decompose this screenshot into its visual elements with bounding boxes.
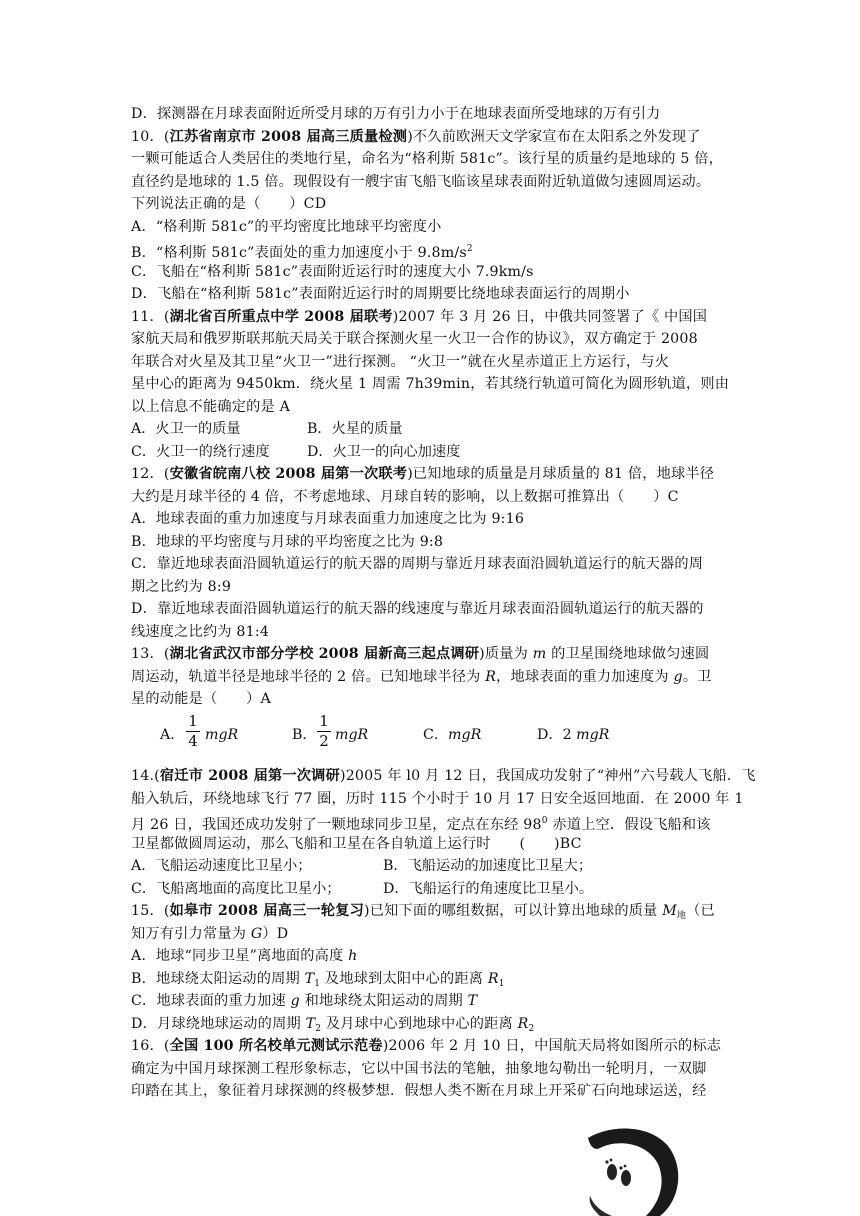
logo-brush-stroke <box>588 1129 678 1216</box>
q11-stem-line-4: 星中心的距离为 9450km．绕火星 1 周需 7h39min，若其绕行轨道可简化为圆形轨道，则由 <box>131 376 730 392</box>
q11-stem-line-3: 年联合对火星及其卫星“火卫一”进行探测。 “火卫一”就在火星赤道正上方运行，与火 <box>131 354 670 370</box>
q11-stem-line-1: 11．(湖北省百所重点中学 2008 届联考)2007 年 3 月 26 日，中俄共同签署了《 中国国 <box>131 309 708 325</box>
q14-source: 宿迁市 2008 届第一次调研 <box>159 768 340 784</box>
q13-option-b-expr: mgR <box>335 727 369 743</box>
footprint-right <box>621 1170 631 1186</box>
q13-source: 湖北省武汉市部分学校 2008 届新高三起点调研 <box>169 646 480 662</box>
q14-option-a: A．飞船运动速度比卫星小； <box>131 858 312 874</box>
q14-option-d: D．飞船运行的角速度比卫星小。 <box>383 881 594 897</box>
q16-stem-line-1: 16．(全国 100 所名校单元测试示范卷)2006 年 2 月 10 日，中国航天局将如图所示的标志 <box>131 1038 722 1054</box>
q13-stem-line-2: 周运动，轨道半径是地球半径的 2 倍。已知地球半径为 R，地球表面的重力加速度为 g。卫 <box>131 669 712 685</box>
q13-option-b-label: B． <box>292 727 317 743</box>
q13-option-a-label: A． <box>160 727 185 743</box>
q15-option-a: A．地球“同步卫星”离地面的高度 h <box>131 948 358 964</box>
q12-option-a: A．地球表面的重力加速度与月球表面重力加速度之比为 9:16 <box>131 511 525 527</box>
q13-stem-line-1: 13．(湖北省武汉市部分学校 2008 届新高三起点调研)质量为 m 的卫星围绕地球做匀速圆 <box>131 646 710 662</box>
q12-option-b: B．地球的平均密度与月球的平均密度之比为 9:8 <box>131 534 444 550</box>
lunar-exploration-logo <box>560 1118 690 1216</box>
q16-source: 全国 100 所名校单元测试示范卷 <box>169 1038 383 1054</box>
q10-option-b: B．“格利斯 581c”表面处的重力加速度小于 $9.8m/s^2$ <box>131 244 473 261</box>
q11-option-b: B．火星的质量 <box>307 421 403 437</box>
q10-stem-line-4: 下列说法正确的是（ ）CD <box>131 196 327 212</box>
q14-stem-line-2: 船入轨后，环绕地球飞行 77 圈，历时 115 个小时于 10 月 17 日安全返回地面．在 2000 年 1 <box>131 791 744 807</box>
q13-option-d: D．2 mgR <box>537 727 610 743</box>
q10-option-a: A．“格利斯 581c”的平均密度比地球平均密度小 <box>131 219 442 235</box>
q15-stem-line-2: 知万有引力常量为 G）D <box>131 926 289 942</box>
q10-option-c: C．飞船在“格利斯 581c”表面附近运行时的速度大小 7.9km/s <box>131 264 534 280</box>
q10-stem-line-3: 直径约是地球的 1.5 倍。现假设有一艘宇宙飞船飞临该星球表面附近轨道做匀速圆周运动。 <box>131 174 711 190</box>
q15-source: 如皋市 2008 届高三一轮复习 <box>169 903 365 919</box>
q15-option-c: C．地球表面的重力加速 g 和地球绕太阳运动的周期 T <box>131 993 478 1009</box>
q11-option-a: A．火卫一的质量 <box>131 421 241 437</box>
q14-stem-line-4: 卫星都做圆周运动，那么飞船和卫星在各自轨道上运行时 ( )BC <box>131 836 582 852</box>
logo-brush-tail <box>590 1196 612 1216</box>
q16-stem-line-3: 印踏在其上，象征着月球探测的终极梦想．假想人类不断在月球上开采矿石向地球运送，经 <box>131 1083 707 1099</box>
q16-stem-line-2: 确定为中国月球探测工程形象标志，它以中国书法的笔触，抽象地勾勒出一轮明月，一双脚 <box>131 1061 707 1077</box>
q12-option-c-line-1: C．靠近地球表面沿圆轨道运行的航天器的周期与靠近月球表面沿圆轨道运行的航天器的周 <box>131 556 704 572</box>
q13-option-a-fraction: 1 4 <box>186 713 200 750</box>
q11-option-d: D．火卫一的向心加速度 <box>307 444 461 460</box>
q12-option-d-line-1: D．靠近地球表面沿圆轨道运行的航天器的线速度与靠近月球表面沿圆轨道运行的航天器的 <box>131 601 704 617</box>
q11-source: 湖北省百所重点中学 2008 届联考 <box>169 309 393 325</box>
q10-source: 江苏省南京市 2008 届高三质量检测 <box>169 129 408 145</box>
q15-option-d: D．月球绕地球运动的周期 $T_2$ 及月球中心到地球中心的距离 $R_2$ <box>131 1016 535 1034</box>
q12-source: 安徽省皖南八校 2008 届第一次联考 <box>169 466 408 482</box>
q13-option-a-expr: mgR <box>205 727 239 743</box>
q13-option-c: C．mgR <box>423 727 482 743</box>
q9-option-d: D．探测器在月球表面附近所受月球的万有引力小于在地球表面所受地球的万有引力 <box>131 106 661 122</box>
footprint-left <box>607 1164 617 1180</box>
q13-option-b-fraction: 1 2 <box>317 713 331 750</box>
q12-option-d-line-2: 线速度之比约为 81:4 <box>131 624 270 640</box>
q10-option-d: D．飞船在“格利斯 581c”表面附近运行时的周期要比绕地球表面运行的周期小 <box>131 286 630 302</box>
q10-stem-line-1: 10．(江苏省南京市 2008 届高三质量检测)不久前欧洲天文学家宣布在太阳系之外发现了 <box>131 129 701 145</box>
q14-option-c: C．飞船离地面的高度比卫星小； <box>131 881 341 897</box>
q11-stem-line-2: 家航天局和俄罗斯联邦航天局关于联合探测火星一火卫一合作的协议》，双方确定于 2008 <box>131 331 698 347</box>
q15-option-b: B．地球绕太阳运动的周期 $T_1$ 及地球到太阳中心的距离 $R_1$ <box>131 971 505 989</box>
q10-stem-line-2: 一颗可能适合人类居住的类地行星，命名为“格利斯 581c”。该行星的质量约是地球的 5 倍， <box>131 151 724 167</box>
q14-stem-line-1: 14.(宿迁市 2008 届第一次调研)2005 年 l0 月 12 日，我国成功发射了“神州”六号载人飞船．飞 <box>131 768 756 784</box>
q10-number: 10．( <box>131 129 170 145</box>
q14-option-b: B．飞船运动的加速度比卫星大； <box>383 858 593 874</box>
q15-stem-line-1: 15．(如皋市 2008 届高三一轮复习)已知下面的哪组数据，可以计算出地球的质量 $M_地$（已 <box>131 903 715 921</box>
q12-stem-line-1: 12．(安徽省皖南八校 2008 届第一次联考)已知地球的质量是月球质量的 81 倍，地球半径 <box>131 466 715 482</box>
q14-stem-line-3: 月 26 日，我国还成功发射了一颗地球同步卫星，定点在东经 $98^0$ 赤道上空．假设飞船和该 <box>131 816 711 833</box>
q12-option-c-line-2: 期之比约为 8:9 <box>131 579 232 595</box>
q13-stem-line-3: 星的动能是（ ）A <box>131 691 271 707</box>
q11-stem-line-5: 以上信息不能确定的是 A <box>131 399 291 415</box>
q12-stem-line-2: 大约是月球半径的 4 倍，不考虑地球、月球自转的影响，以上数据可推算出（ ）C <box>131 489 679 505</box>
q11-option-c: C．火卫一的绕行速度 <box>131 444 270 460</box>
